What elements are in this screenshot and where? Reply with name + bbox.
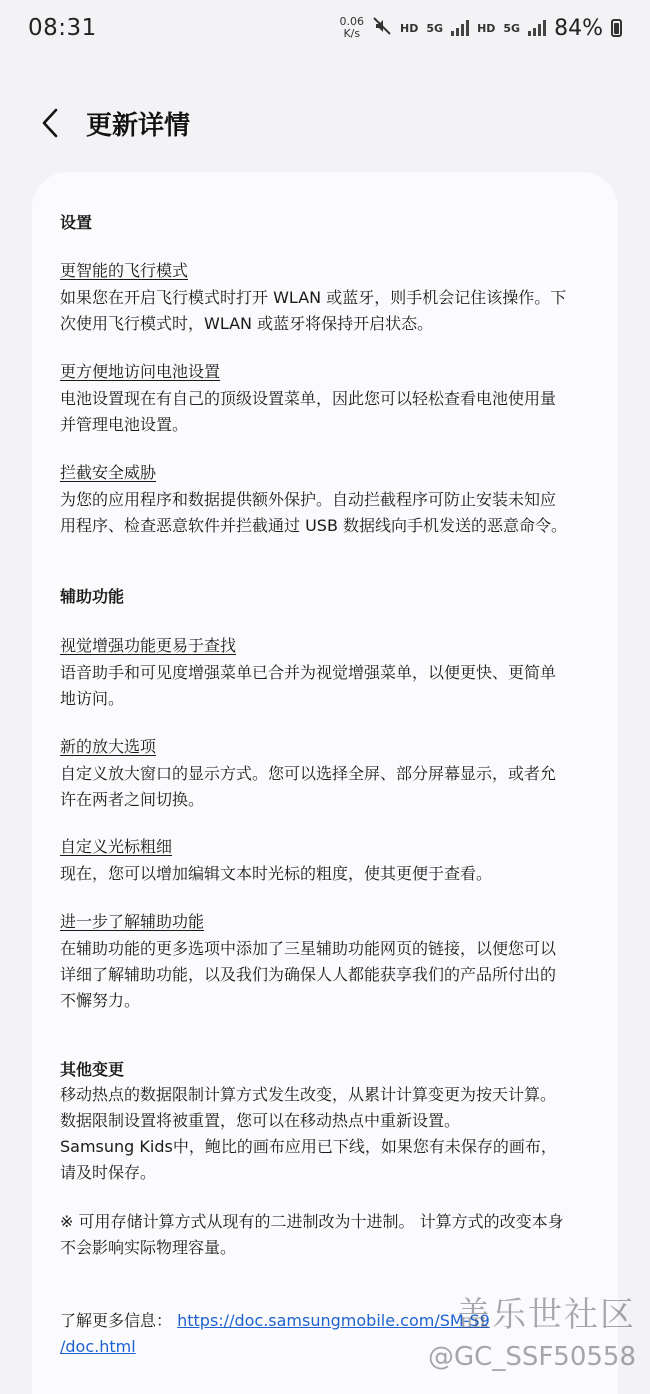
item-text: 用程序、检查恶意软件并拦截通过 USB 数据线向手机发送的恶意命令。: [60, 516, 568, 535]
item-text: 详细了解辅助功能，以及我们为确保人人都能获享我们的产品所付出的: [60, 965, 557, 984]
item-text: 电池设置现在有自己的顶级设置菜单，因此您可以轻松查看电池使用量: [60, 389, 557, 408]
update-details-card: [32, 172, 618, 1394]
other-text: 请及时保存。: [60, 1163, 157, 1182]
item-title: 更智能的飞行模式: [60, 261, 189, 280]
more-info: [60, 1308, 590, 1360]
more-info-link[interactable]: https://doc.samsungmobile.com/SM-S9: [177, 1311, 490, 1330]
item-text: 次使用飞行模式时，WLAN 或蓝牙将保持开启状态。: [60, 314, 434, 333]
back-button[interactable]: [36, 101, 64, 145]
network-speed-value: 0.06: [339, 15, 365, 28]
network-speed: [340, 16, 365, 40]
status-time: 08:31: [28, 15, 97, 41]
hd-badge-2: HD: [477, 21, 496, 35]
item-text: 并管理电池设置。: [60, 415, 189, 434]
other-text: 移动热点的数据限制计算方式发生改变，从累计计算变更为按天计算。: [60, 1085, 557, 1104]
list-item: [60, 734, 590, 813]
signal-strength-icon: [451, 20, 469, 36]
note-text: 不会影响实际物理容量。: [60, 1238, 237, 1257]
list-item: [60, 359, 590, 438]
network-speed-unit: K/s: [343, 27, 361, 40]
list-item: [60, 258, 590, 337]
signal-type-1: 5G: [426, 21, 444, 35]
item-title: 视觉增强功能更易于查找: [60, 636, 237, 655]
hd-badge-1: HD: [400, 21, 419, 35]
chevron-left-icon: [41, 108, 59, 138]
more-info-link-continued[interactable]: /doc.html: [60, 1337, 136, 1356]
more-info-label: 了解更多信息：: [60, 1311, 173, 1330]
signal-type-2: 5G: [503, 21, 521, 35]
item-title: 更方便地访问电池设置: [60, 362, 221, 381]
list-item: [60, 633, 590, 712]
watermark-site: 盖乐世社区: [456, 1295, 636, 1335]
item-text: 在辅助功能的更多选项中添加了三星辅助功能网页的链接，以便您可以: [60, 939, 557, 958]
storage-note: [60, 1209, 590, 1261]
app-header: [0, 98, 650, 148]
signal-strength-icon-2: [528, 20, 546, 36]
section-other-changes: [60, 1057, 590, 1186]
item-text: 语音助手和可见度增强菜单已合并为视觉增强菜单，以便更快、更简单: [60, 663, 557, 682]
item-title: 新的放大选项: [60, 737, 157, 756]
note-text: ※ 可用存储计算方式从现有的二进制改为十进制。 计算方式的改变本身: [60, 1212, 564, 1231]
list-item: [60, 834, 590, 887]
status-icons: [340, 16, 622, 41]
item-text: 如果您在开启飞行模式时打开 WLAN 或蓝牙，则手机会记住该操作。下: [60, 288, 567, 307]
section-other-title: 其他变更: [60, 1060, 125, 1079]
status-bar: [0, 0, 650, 56]
battery-icon: [611, 19, 622, 37]
item-text: 自定义放大窗口的显示方式。您可以选择全屏、部分屏幕显示，或者允: [60, 764, 557, 783]
page-title: 更新详情: [86, 110, 191, 141]
item-text: 地访问。: [60, 689, 125, 708]
list-item: [60, 460, 590, 539]
mute-icon: [372, 16, 392, 40]
item-title: 进一步了解辅助功能: [60, 912, 205, 931]
item-text: 不懈努力。: [60, 991, 141, 1010]
item-text: 许在两者之间切换。: [60, 790, 205, 809]
item-title: 拦截安全威胁: [60, 463, 157, 482]
item-title: 自定义光标粗细: [60, 837, 173, 856]
item-text: 为您的应用程序和数据提供额外保护。自动拦截程序可防止安装未知应: [60, 490, 557, 509]
item-text: 现在，您可以增加编辑文本时光标的粗度，使其更便于查看。: [60, 864, 493, 883]
other-text: 数据限制设置将被重置，您可以在移动热点中重新设置。: [60, 1111, 461, 1130]
list-item: [60, 909, 590, 1014]
section-accessibility-title: 辅助功能: [60, 587, 125, 606]
other-text: Samsung Kids中，鲍比的画布应用已下线，如果您有未保存的画布，: [60, 1137, 557, 1156]
section-settings-title: 设置: [60, 213, 93, 232]
watermark-user: @GC_SSF50558: [428, 1342, 636, 1372]
battery-percent: 84%: [554, 15, 603, 41]
